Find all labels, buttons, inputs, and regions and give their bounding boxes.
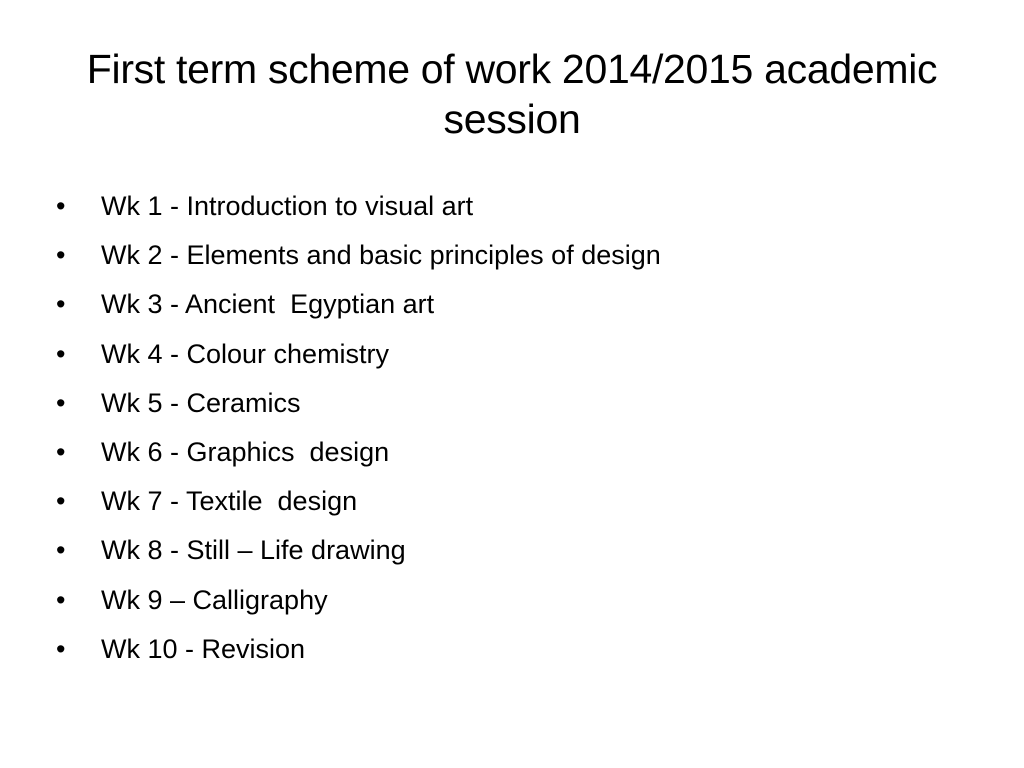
bullet-icon: • <box>56 240 66 271</box>
bullet-icon: • <box>56 584 66 615</box>
bullet-icon: • <box>56 289 66 320</box>
list-item-text: Wk 1 - Introduction to visual art <box>101 191 474 221</box>
list-item <box>56 526 976 575</box>
bullet-icon: • <box>56 486 66 517</box>
slide-title: First term scheme of work 2014/2015 academic session <box>86 46 938 142</box>
list-item-text: Wk 2 - Elements and basic principles of design <box>101 240 661 271</box>
bullet-icon: • <box>56 191 66 221</box>
bullet-icon: • <box>56 338 66 369</box>
list-item <box>56 330 976 379</box>
list-item-text: Wk 9 – Calligraphy <box>101 584 328 615</box>
list-item <box>56 182 976 231</box>
list-item-text: Wk 10 - Revision <box>101 633 306 664</box>
list-item <box>56 477 976 526</box>
list-item <box>56 576 976 625</box>
bullet-icon: • <box>56 535 66 566</box>
list-item-text: Wk 6 - Graphics design <box>101 436 390 467</box>
list-item-text: Wk 7 - Textile design <box>101 486 358 517</box>
list-item <box>56 280 976 329</box>
list-item-text: Wk 8 - Still – Life drawing <box>101 535 406 566</box>
scheme-of-work-list <box>56 182 976 674</box>
list-item <box>56 428 976 477</box>
list-item <box>56 625 976 674</box>
list-item-text: Wk 5 - Ceramics <box>101 387 301 418</box>
bullet-icon: • <box>56 633 66 664</box>
list-item <box>56 379 976 428</box>
list-item-text: Wk 4 - Colour chemistry <box>101 338 390 369</box>
list-item <box>56 231 976 280</box>
list-item-text: Wk 3 - Ancient Egyptian art <box>101 289 435 320</box>
bullet-icon: • <box>56 436 66 467</box>
bullet-icon: • <box>56 387 66 418</box>
